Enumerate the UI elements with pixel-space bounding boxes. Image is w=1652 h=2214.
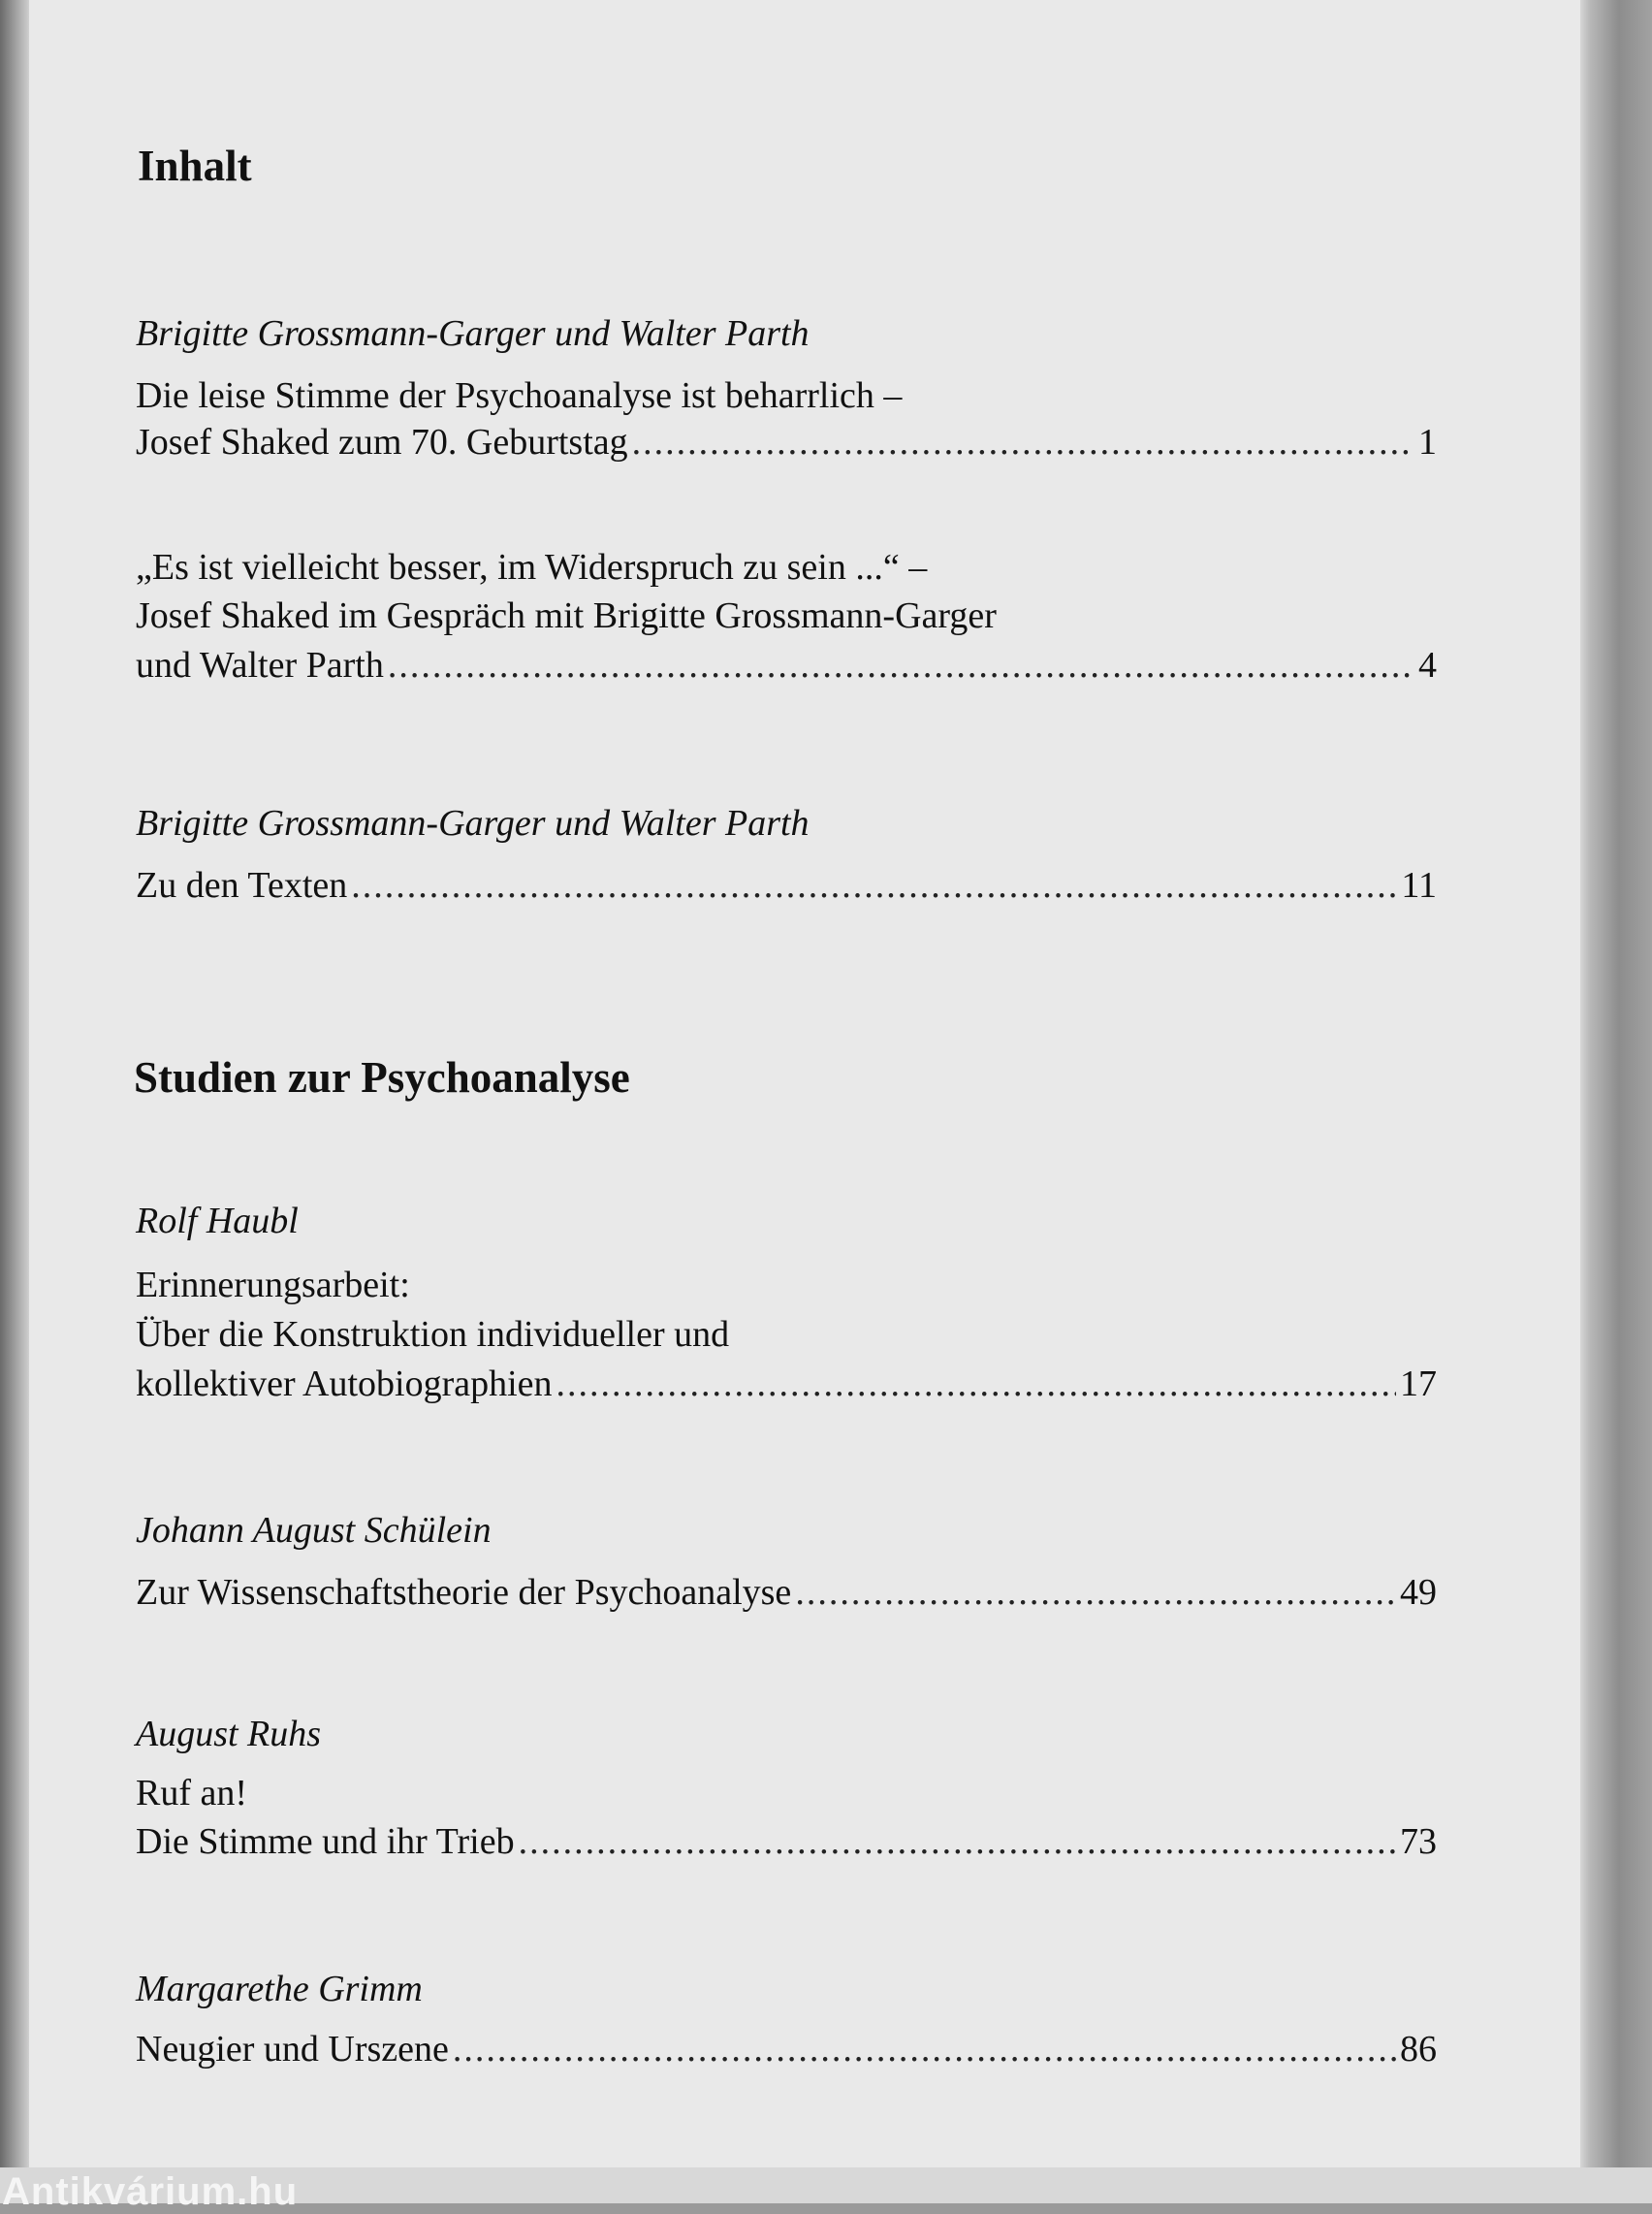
entry-title-line: Neugier und Urszene <box>136 2029 449 2070</box>
toc-entry[interactable] <box>136 2028 1437 2070</box>
entry-title-line: Zur Wissenschaftstheorie der Psychoanalyse <box>136 1572 792 1613</box>
dot-leader <box>632 421 1414 464</box>
toc-entry[interactable] <box>136 644 1437 687</box>
entry-author: Brigitte Grossmann-Garger und Walter Parth <box>136 313 810 354</box>
toc-entry[interactable] <box>136 1571 1437 1614</box>
dot-leader <box>453 2028 1396 2070</box>
entry-title-line: kollektiver Autobiographien <box>136 1364 553 1404</box>
toc-entry[interactable] <box>136 1363 1437 1405</box>
page-title: Inhalt <box>138 142 252 190</box>
watermark-text: Antikvárium.hu <box>2 2170 299 2213</box>
page-number: 86 <box>1400 2029 1437 2070</box>
page-number: 73 <box>1400 1821 1437 1862</box>
page-edge <box>1580 0 1652 2203</box>
page-number: 1 <box>1418 422 1437 463</box>
page-number: 17 <box>1400 1364 1437 1404</box>
page-number: 11 <box>1401 865 1437 906</box>
entry-author: Johann August Schülein <box>136 1510 492 1551</box>
entry-title-line: Die leise Stimme der Psychoanalyse ist beharrlich – <box>136 375 903 416</box>
dot-leader <box>795 1571 1396 1614</box>
toc-entry[interactable] <box>136 1820 1437 1863</box>
entry-title-line: Josef Shaked zum 70. Geburtstag <box>136 422 628 463</box>
entry-author: Rolf Haubl <box>136 1201 299 1241</box>
entry-title-line: und Walter Parth <box>136 645 384 686</box>
dot-leader <box>556 1363 1396 1405</box>
entry-author: Margarethe Grimm <box>136 1969 423 2009</box>
toc-entry[interactable] <box>136 864 1437 907</box>
entry-title-line: Josef Shaked im Gespräch mit Brigitte Grossmann-Garger <box>136 595 997 636</box>
entry-author: August Ruhs <box>136 1714 322 1754</box>
page-number: 4 <box>1418 645 1437 686</box>
entry-title-line: Zu den Texten <box>136 865 348 906</box>
page-number: 49 <box>1400 1572 1437 1613</box>
section-heading: Studien zur Psychoanalyse <box>134 1053 630 1102</box>
entry-title-line: Die Stimme und ihr Trieb <box>136 1821 515 1862</box>
dot-leader <box>351 864 1397 907</box>
entry-title-line: Über die Konstruktion individueller und <box>136 1314 730 1355</box>
dot-leader <box>519 1820 1396 1863</box>
toc-entry[interactable] <box>136 421 1437 464</box>
entry-title-line: „Es ist vielleicht besser, im Widerspruch zu sein ...“ – <box>136 547 928 588</box>
left-shadow <box>0 0 29 2203</box>
dot-leader <box>388 644 1414 687</box>
entry-title-line: Ruf an! <box>136 1773 248 1813</box>
entry-title-line: Erinnerungsarbeit: <box>136 1265 410 1305</box>
entry-author: Brigitte Grossmann-Garger und Walter Parth <box>136 803 810 844</box>
